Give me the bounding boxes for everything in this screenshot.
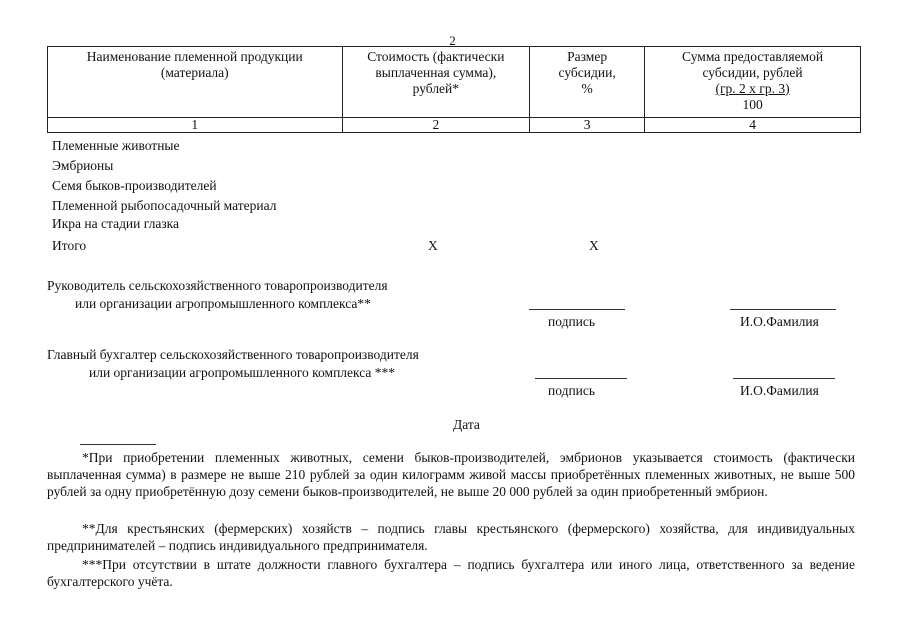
total-cost-x: Х xyxy=(428,238,438,253)
row-label-total: Итого xyxy=(52,238,87,253)
footnote-separator xyxy=(80,444,156,445)
column-number: 4 xyxy=(645,118,861,133)
head-signature-label: подпись xyxy=(548,314,596,329)
page-number: 2 xyxy=(449,33,456,48)
footnote-2: **Для крестьянских (фермерских) хозяйств – подпись главы крестьянского (фермерского) хозяйства, для индивидуальных предпринимателей – подпись индивидуального предпринимателя. xyxy=(47,521,855,553)
accountant-name-label: И.О.Фамилия xyxy=(740,383,819,398)
column-numbers-row xyxy=(48,118,861,133)
footnote-1: *При приобретении племенных животных, семени быков-производителей, эмбрионов указывается стоимость (фактически выплаченная сумма) в размере не выше 210 рублей за один килограмм живой массы приобретённых племенных животных, не выше 500 рублей за одну приобретённую дозу семени быков-производителей, не выше 20 000 рублей за один приобретенный эмбрион. xyxy=(47,450,855,499)
header-cost: Стоимость (фактически выплаченная сумма), рублей* xyxy=(342,47,530,118)
head-name-line xyxy=(730,309,836,310)
table-header-row xyxy=(48,47,861,118)
accountant-signature-line xyxy=(535,378,627,379)
accountant-name-line xyxy=(733,378,835,379)
date-label: Дата xyxy=(453,417,480,432)
footnote-3: ***При отсутствии в штате должности главного бухгалтера – подпись бухгалтера или иного лица, ответственного за ведение бухгалтерского учёта. xyxy=(47,557,855,589)
column-number: 1 xyxy=(48,118,343,133)
head-signature-caption: Руководитель сельскохозяйственного товаропроизводителя или организации агропромышленного комплекса** xyxy=(47,278,388,311)
header-subsidy-percent: Размер субсидии, % xyxy=(530,47,645,118)
accountant-signature-caption: Главный бухгалтер сельскохозяйственного товаропроизводителя или организации агропромышленного комплекса *** xyxy=(47,347,419,380)
row-label-embryos: Эмбрионы xyxy=(52,158,114,173)
row-label-fish-stock: Племенной рыбопосадочный материал xyxy=(52,198,277,213)
header-product-name: Наименование племенной продукции (материала) xyxy=(48,47,343,118)
head-signature-line xyxy=(529,309,625,310)
subsidy-table xyxy=(47,46,861,133)
row-label-bull-semen: Семя быков-производителей xyxy=(52,178,217,193)
header-subsidy-amount: Сумма предоставляемой субсидии, рублей (гр. 2 х гр. 3) 100 xyxy=(645,47,861,118)
accountant-signature-label: подпись xyxy=(548,383,596,398)
total-percent-x: Х xyxy=(589,238,599,253)
column-number: 2 xyxy=(342,118,530,133)
column-number: 3 xyxy=(530,118,645,133)
head-name-label: И.О.Фамилия xyxy=(740,314,819,329)
row-label-breeding-animals: Племенные животные xyxy=(52,138,180,153)
row-label-eyed-roe: Икра на стадии глазка xyxy=(52,216,180,231)
